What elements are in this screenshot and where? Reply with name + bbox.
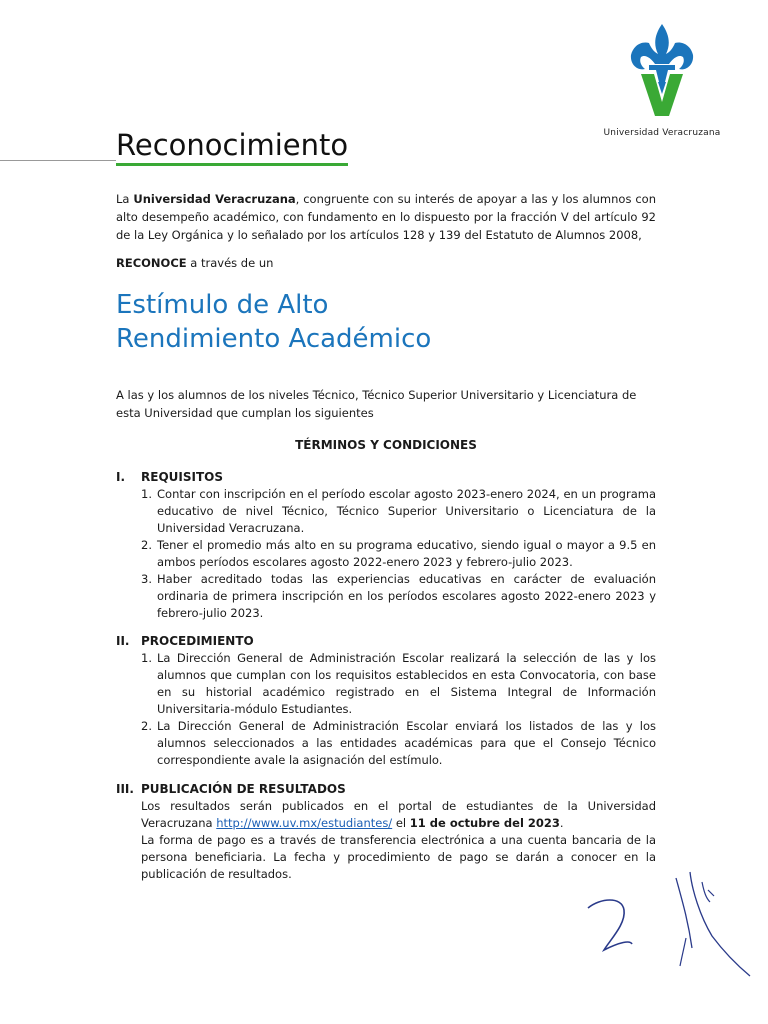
item-number: 2. — [141, 538, 152, 552]
item-text: La Dirección General de Administración Escolar enviará los listados de las y los alumnos seleccionados a las entidades académicas para que el Consejo Técnico correspondiente avale la asignación del estímulo. — [157, 719, 656, 767]
audience-paragraph: A las y los alumnos de los niveles Técnico, Técnico Superior Universitario y Licenciatura de esta Universidad que cumplan los siguientes — [116, 388, 637, 420]
publicacion-paragraph-1 — [141, 798, 656, 832]
signature-icon — [580, 870, 760, 980]
award-headline — [116, 288, 431, 356]
section-title: PUBLICACIÓN DE RESULTADOS — [141, 782, 346, 796]
intro-org: Universidad Veracruzana — [133, 192, 296, 206]
requisitos-list — [116, 486, 656, 622]
list-item — [116, 718, 656, 769]
intro-pre: La — [116, 192, 134, 206]
headline-line-1: Estímulo de Alto — [116, 290, 329, 320]
section-heading — [116, 780, 656, 798]
text-span: Los resultados serán publicados en el portal de estudiantes de la Universidad Veracruzana — [141, 799, 656, 830]
text-span: . — [559, 816, 564, 830]
section-number: I. — [116, 470, 126, 484]
section-number: III. — [116, 782, 134, 796]
section-publicacion — [116, 780, 656, 883]
item-number: 1. — [141, 651, 152, 665]
headline-line-2: Rendimiento Académico — [116, 324, 432, 354]
section-procedimiento — [116, 632, 656, 769]
logo-text: Universidad Veracruzana — [603, 128, 721, 138]
text-span: el — [392, 816, 410, 830]
intro-paragraph — [116, 190, 656, 244]
terms-heading: TÉRMINOS Y CONDICIONES — [295, 438, 477, 452]
section-heading — [116, 632, 656, 650]
reconoce-bold: RECONOCE — [116, 256, 187, 270]
left-rule — [0, 160, 116, 161]
item-number: 3. — [141, 572, 152, 586]
title-underline — [116, 163, 348, 166]
list-item — [116, 650, 656, 718]
page-title: Reconocimiento — [116, 128, 349, 162]
list-item — [116, 486, 656, 537]
section-heading — [116, 468, 656, 486]
publication-date: 11 de octubre del 2023 — [409, 816, 560, 830]
section-number: II. — [116, 634, 130, 648]
procedimiento-list — [116, 650, 656, 769]
section-requisitos — [116, 468, 656, 622]
list-item — [116, 537, 656, 571]
item-text: Tener el promedio más alto en su programa educativo, siendo igual o mayor a 9.5 en ambos períodos escolares agosto 2022-enero 2023 y febrero-julio 2023. — [157, 538, 656, 569]
fleur-de-lis-v-icon — [627, 22, 697, 122]
item-number: 1. — [141, 487, 152, 501]
estudiantes-portal-link[interactable]: http://www.uv.mx/estudiantes/ — [216, 816, 393, 830]
item-number: 2. — [141, 719, 152, 733]
item-text: La Dirección General de Administración Escolar realizará la selección de las y los alumnos que cumplan con los requisitos establecidos en esta Convocatoria, con base en su historial académico registrado en el Sistema Integral de Información Universitaria-módulo Estudiantes. — [157, 651, 656, 716]
section-title: PROCEDIMIENTO — [141, 634, 254, 648]
university-logo — [592, 22, 732, 138]
section-title: REQUISITOS — [141, 470, 223, 484]
list-item — [116, 571, 656, 622]
intro-rest: , congruente con su interés de apoyar a las y los alumnos con alto desempeño académico, con fundamento en lo dispuesto por la fracción V del artículo 92 de la Ley Orgánica y lo señalado por los artículos 128 y 139 del Estatuto de Alumnos 2008, — [116, 192, 656, 242]
reconoce-line — [116, 256, 273, 270]
item-text: Contar con inscripción en el período escolar agosto 2023-enero 2024, en un programa educativo de nivel Técnico, Técnico Superior Universitario o Licenciatura de la Universidad Veracruzana. — [157, 487, 656, 535]
item-text: Haber acreditado todas las experiencias educativas en carácter de evaluación ordinaria de primera inscripción en los períodos escolares agosto 2022-enero 2023 y febrero-julio 2023. — [157, 572, 656, 620]
publicacion-paragraph-2: La forma de pago es a través de transferencia electrónica a una cuenta bancaria de la persona beneficiaria. La fecha y procedimiento de pago se darán a conocer en la publicación de resultados. — [141, 833, 656, 881]
reconoce-rest: a través de un — [186, 256, 274, 270]
